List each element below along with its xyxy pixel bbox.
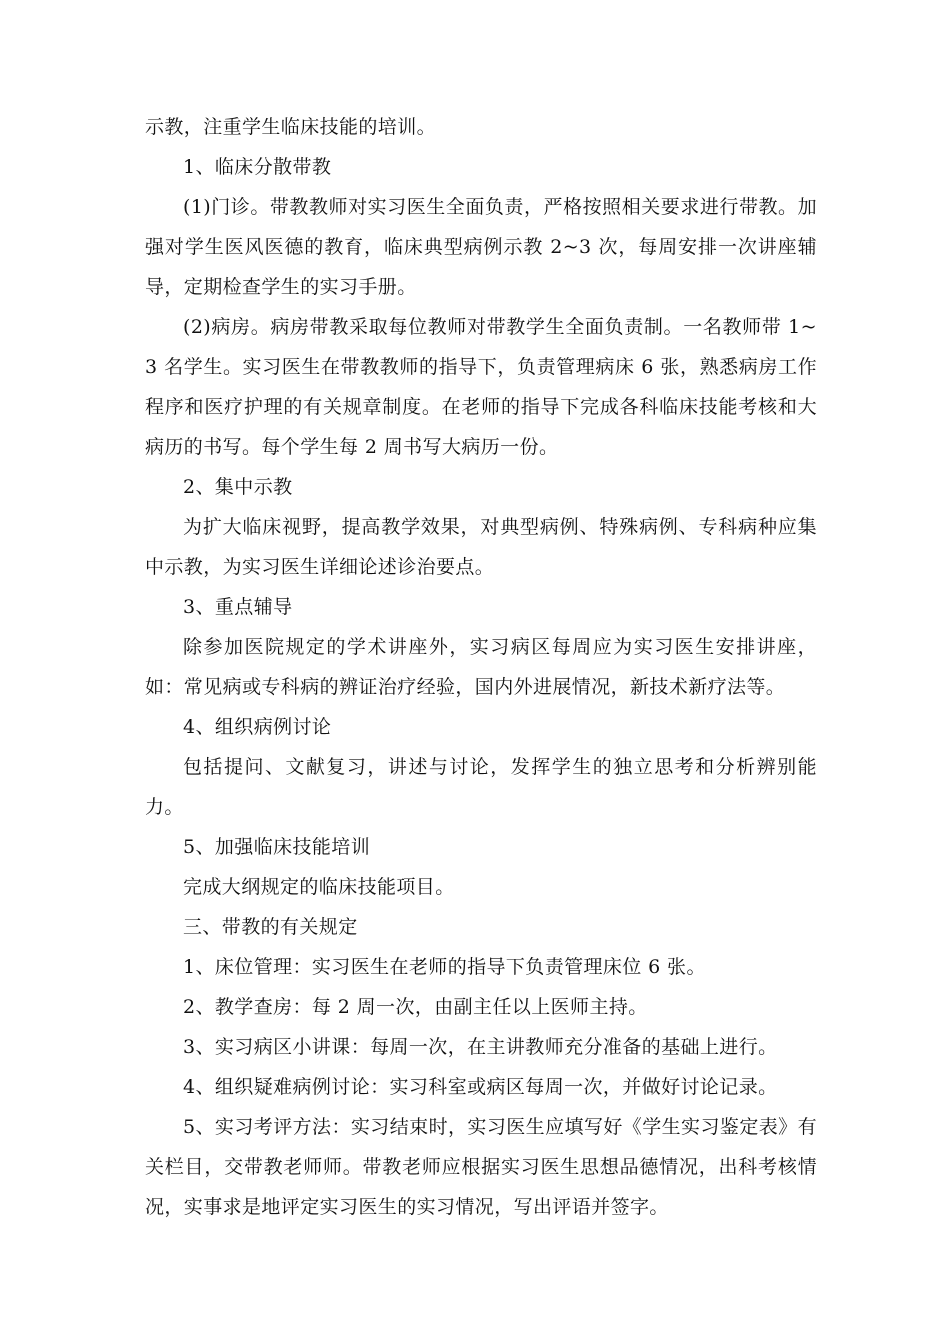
section-heading-5: 5、加强临床技能培训: [183, 836, 371, 858]
document-body: [145, 107, 817, 1227]
rule-item-2: 2、教学查房：每 2 周一次，由副主任以上医师主持。: [183, 996, 648, 1018]
paragraph-skill-training: 完成大纲规定的临床技能项目。: [183, 876, 455, 898]
chapter-heading-3: 三、带教的有关规定: [183, 916, 358, 938]
paragraph-case-discussion: 包括提问、文献复习，讲述与讨论，发挥学生的独立思考和分析辨别能力。: [145, 756, 817, 818]
rule-item-3: 3、实习病区小讲课：每周一次，在主讲教师充分准备的基础上进行。: [183, 1036, 778, 1058]
paragraph-ward: (2)病房。病房带教采取每位教师对带教学生全面负责制。一名教师带 1~3 名学生。实习医生在带教教师的指导下，负责管理病床 6 张，熟悉病房工作程序和医疗护理的有关规章制度。在老师的指导下完成各科临床技能考核和大病历的书写。每个学生每 2 周书写大病历一份。: [145, 316, 817, 458]
paragraph-continuation: 示教，注重学生临床技能的培训。: [145, 116, 437, 138]
section-heading-1: 1、临床分散带教: [183, 156, 332, 178]
section-heading-3: 3、重点辅导: [183, 596, 293, 618]
section-heading-4: 4、组织病例讨论: [183, 716, 332, 738]
paragraph-key-tutoring: 除参加医院规定的学术讲座外，实习病区每周应为实习医生安排讲座，如：常见病或专科病的辨证治疗经验，国内外进展情况，新技术新疗法等。: [145, 636, 817, 698]
rule-item-4: 4、组织疑难病例讨论：实习科室或病区每周一次，并做好讨论记录。: [183, 1076, 778, 1098]
paragraph-outpatient: (1)门诊。带教教师对实习医生全面负责，严格按照相关要求进行带教。加强对学生医风医德的教育，临床典型病例示教 2~3 次，每周安排一次讲座辅导，定期检查学生的实习手册。: [145, 196, 817, 298]
section-heading-2: 2、集中示教: [183, 476, 293, 498]
paragraph-centralized-teaching: 为扩大临床视野，提高教学效果，对典型病例、特殊病例、专科病种应集中示教，为实习医生详细论述诊治要点。: [145, 516, 817, 578]
rule-item-5: 5、实习考评方法：实习结束时，实习医生应填写好《学生实习鉴定表》有关栏目，交带教老师师。带教老师应根据实习医生思想品德情况，出科考核情况，实事求是地评定实习医生的实习情况，写出评语并签字。: [145, 1116, 817, 1218]
rule-item-1: 1、床位管理：实习医生在老师的指导下负责管理床位 6 张。: [183, 956, 706, 978]
